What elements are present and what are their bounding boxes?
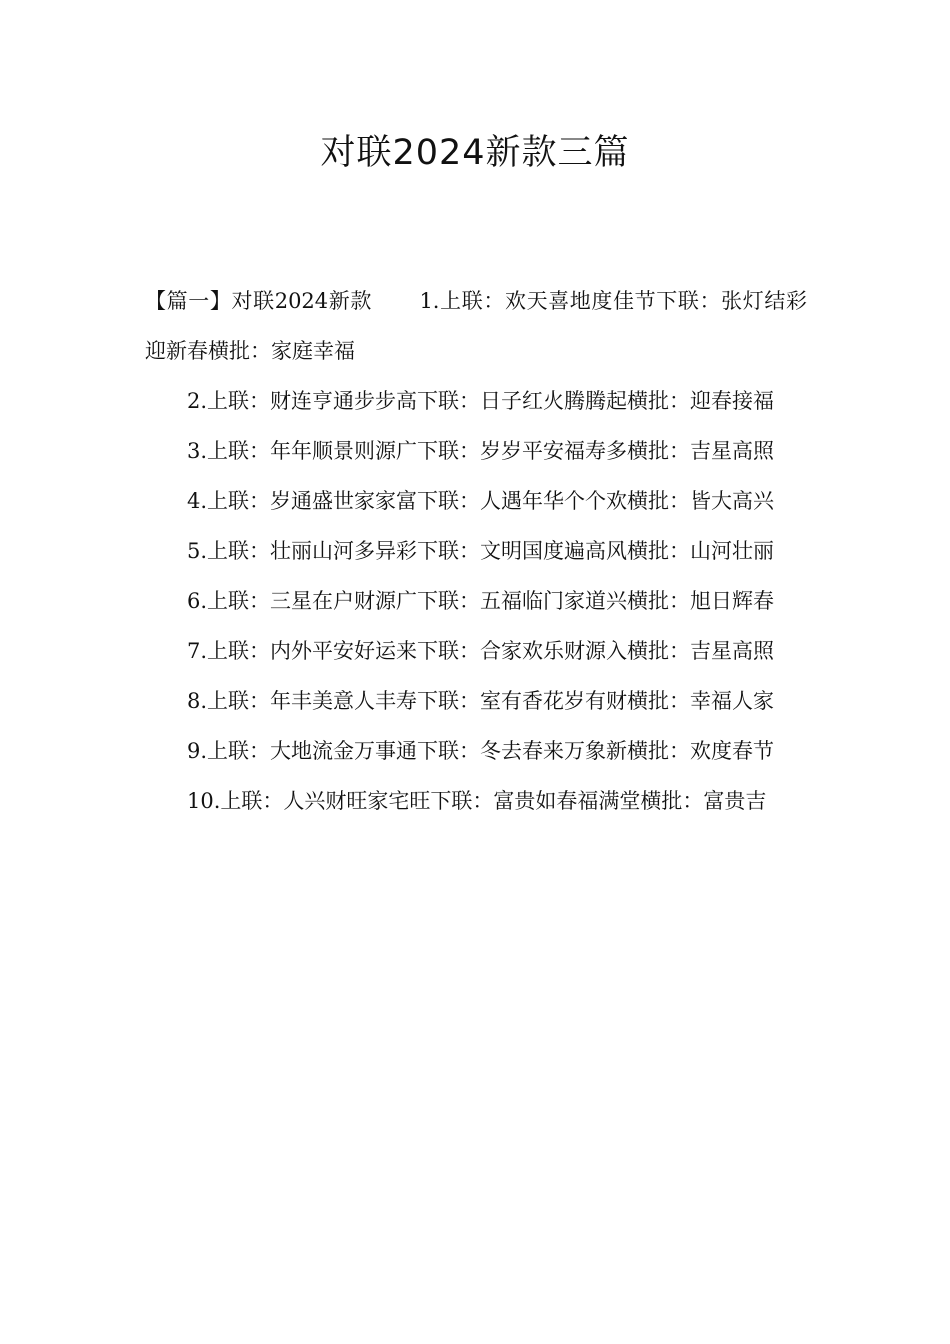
paragraph-6: 6.上联：三星在户财源广下联：五福临门家道兴横批：旭日辉春 [187, 589, 775, 613]
paragraph-8: 8.上联：年丰美意人丰寿下联：室有香花岁有财横批：幸福人家 [187, 689, 775, 713]
paragraph-3: 3.上联：年年顺景则源广下联：岁岁平安福寿多横批：吉星高照 [187, 439, 775, 463]
paragraph-10: 10.上联：人兴财旺家宅旺下联：富贵如春福满堂横批：富贵吉 [187, 789, 767, 813]
paragraph-7: 7.上联：内外平安好运来下联：合家欢乐财源入横批：吉星高照 [187, 639, 775, 663]
document-body [145, 276, 807, 826]
paragraph-5: 5.上联：壮丽山河多异彩下联：文明国度遍高风横批：山河壮丽 [187, 539, 775, 563]
paragraph-2: 2.上联：财连亨通步步高下联：日子红火腾腾起横批：迎春接福 [187, 389, 775, 413]
paragraph-4: 4.上联：岁通盛世家家富下联：人遇年华个个欢横批：皆大高兴 [187, 489, 775, 513]
paragraph-1: 【篇一】对联2024新款 1.上联：欢天喜地度佳节下联：张灯结彩迎新春横批：家庭幸福 [145, 289, 807, 363]
document-title: 对联2024新款三篇 [320, 133, 630, 173]
paragraph-9: 9.上联：大地流金万事通下联：冬去春来万象新横批：欢度春节 [187, 739, 775, 763]
